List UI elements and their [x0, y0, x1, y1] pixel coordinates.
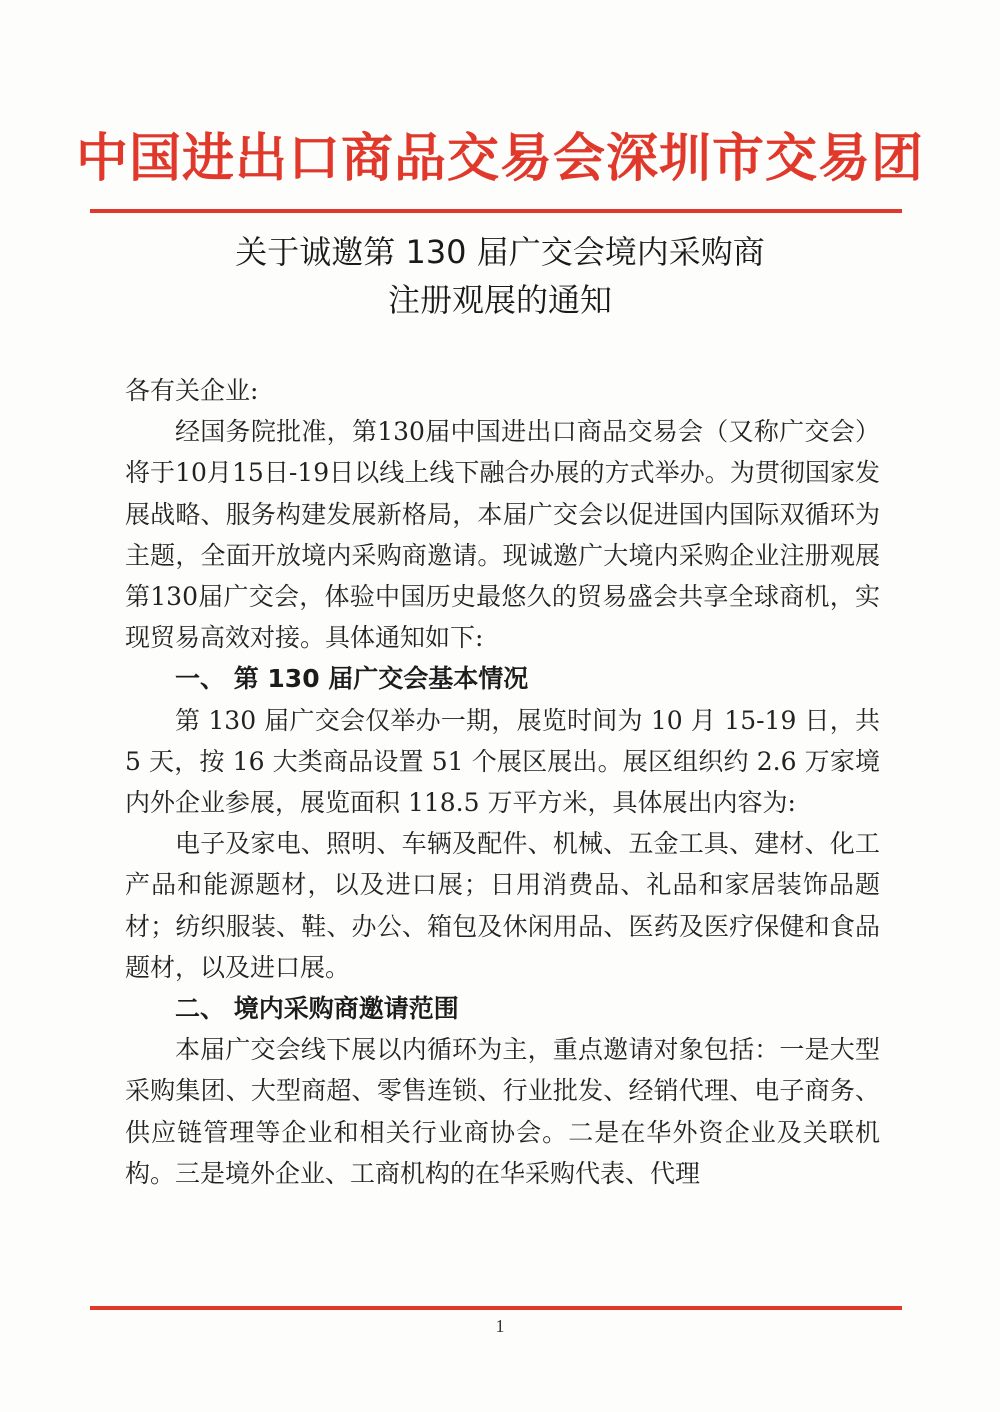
page-number: 1 [495, 1316, 505, 1336]
section-1-paragraph-2: 电子及家电、照明、车辆及配件、机械、五金工具、建材、化工产品和能源题材，以及进口展；日用消费品、礼品和家居装饰品题材；纺织服装、鞋、办公、箱包及休闲用品、医药及医疗保健和食品题材，以及进口展。 [125, 829, 880, 982]
organization-header-title: 中国进出口商品交易会深圳市交易团 [75, 128, 924, 189]
section-1-paragraph-1: 第 130 届广交会仅举办一期，展览时间为 10 月 15-19 日，共 5 天，按 16 大类商品设置 51 个展区展出。展区组织约 2.6 万家境内外企业参展，展览面积 118.5 万平方米，具体展出内容为: [125, 705, 880, 818]
notice-title-line-1: 关于诚邀第 130 届广交会境内采购商 [235, 233, 765, 271]
section-1-heading: 一、 第 130 届广交会基本情况 [175, 664, 529, 694]
notice-body [125, 370, 880, 1194]
section-2-heading: 二、 境内采购商邀请范围 [175, 994, 459, 1024]
intro-paragraph: 经国务院批准，第130届中国进出口商品交易会（又称广交会）将于10月15日-19日以线上线下融合办展的方式举办。为贯彻国家发展战略、服务构建发展新格局，本届广交会以促进国内国际双循环为主题，全面开放境内采购商邀请。现诚邀广大境内采购企业注册观展第130届广交会，体验中国历史最悠久的贸易盛会共享全球商机，实现贸易高效对接。具体通知如下: [125, 417, 880, 653]
header-divider-rule [90, 209, 902, 213]
salutation: 各有关企业: [125, 376, 259, 405]
notice-title-line-2: 注册观展的通知 [387, 281, 612, 319]
footer-divider-rule [90, 1306, 902, 1310]
section-2-paragraph-1: 本届广交会线下展以内循环为主，重点邀请对象包括：一是大型采购集团、大型商超、零售连锁、行业批发、经销代理、电子商务、供应链管理等企业和相关行业商协会。二是在华外资企业及关联机构。三是境外企业、工商机构的在华采购代表、代理 [125, 1035, 880, 1188]
notice-title [100, 228, 900, 324]
